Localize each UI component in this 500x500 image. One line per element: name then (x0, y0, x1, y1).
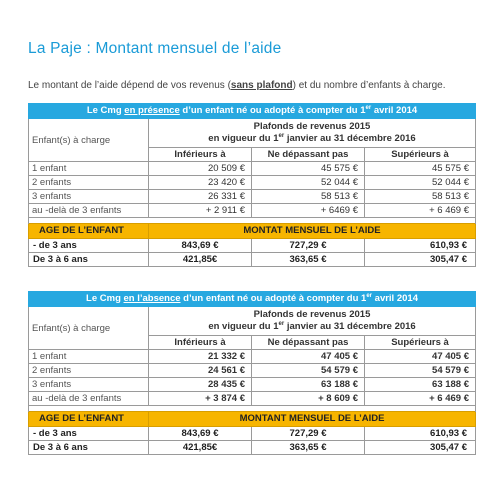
plafonds-sup: er (278, 132, 285, 139)
table-cell: 28 435 € (149, 378, 252, 392)
table-row (29, 253, 476, 267)
intro-text (28, 80, 445, 91)
table-cell: 45 575 € (252, 162, 365, 176)
table-cell: 727,29 € (252, 427, 365, 441)
table-row (29, 190, 476, 204)
table-cell: + 8 609 € (252, 392, 365, 406)
plafonds-line2 (151, 133, 473, 145)
table-band (29, 292, 476, 307)
band-suffix: d’un enfant né ou adopté à compter du 1 (180, 293, 367, 304)
table-cell: 843,69 € (149, 427, 252, 441)
intro-emphasis: sans plafond (230, 80, 293, 91)
table-cell: + 6 469 € (365, 204, 476, 218)
age-label: De 3 à 6 ans (29, 253, 149, 267)
table-cell: 54 579 € (252, 364, 365, 378)
table-row (29, 364, 476, 378)
table-row (29, 378, 476, 392)
row-label: 1 enfant (29, 350, 149, 364)
age-header-row (29, 412, 476, 427)
row-label: 2 enfants (29, 364, 149, 378)
table-cell: 727,29 € (252, 239, 365, 253)
row-header: Enfant(s) à charge (29, 307, 149, 350)
table-cell: 26 331 € (149, 190, 252, 204)
table-cell: 23 420 € (149, 176, 252, 190)
column-header: Inférieurs à (149, 148, 252, 162)
plafonds-line2 (151, 321, 473, 333)
table-cell: 363,65 € (252, 253, 365, 267)
intro-after: ) et du nombre d’enfants à charge. (292, 80, 446, 91)
column-header: Supérieurs à (365, 148, 476, 162)
montant-header: MONTANT MENSUEL DE L’AIDE (149, 412, 476, 427)
montant-header: MONTAT MENSUEL DE L’AIDE (149, 224, 476, 239)
band-prefix: Le Cmg (86, 105, 125, 116)
table-absence (28, 291, 475, 455)
table-row (29, 350, 476, 364)
band-end: avril 2014 (371, 105, 418, 116)
column-header: Inférieurs à (149, 336, 252, 350)
band-sup: er (366, 292, 373, 299)
table-cell: + 3 874 € (149, 392, 252, 406)
band-end: avril 2014 (372, 293, 418, 304)
age-label: De 3 à 6 ans (29, 441, 149, 455)
table-row (29, 176, 476, 190)
table-row (29, 204, 476, 218)
table-cell: 58 513 € (252, 190, 365, 204)
table-cell: 610,93 € (365, 239, 476, 253)
band-sup: er (365, 104, 372, 111)
intro-before: Le montant de l’aide dépend de vos revenus ( (28, 80, 231, 91)
table-cell: 47 405 € (252, 350, 365, 364)
band-emphasis: en présence (124, 105, 180, 116)
table-row (29, 427, 476, 441)
row-label: 3 enfants (29, 378, 149, 392)
age-header: AGE DE L’ENFANT (29, 224, 149, 239)
plafonds-sup: er (278, 320, 285, 327)
table-band (29, 104, 476, 119)
plafonds-header (149, 119, 476, 148)
table-presence (28, 103, 475, 267)
table-cell: 421,85€ (149, 253, 252, 267)
age-label: - de 3 ans (29, 427, 149, 441)
table-cell: + 6 469 € (365, 392, 476, 406)
table-row (29, 441, 476, 455)
table-row (29, 392, 476, 406)
table-row (29, 239, 476, 253)
table-cell: 63 188 € (365, 378, 476, 392)
band-suffix: d’un enfant né ou adopté à compter du 1 (179, 105, 366, 116)
band-prefix: Le Cmg (86, 293, 124, 304)
row-label: au -delà de 3 enfants (29, 392, 149, 406)
table-cell: 54 579 € (365, 364, 476, 378)
plafonds-header (149, 307, 476, 336)
table-cell: 52 044 € (365, 176, 476, 190)
row-label: au -delà de 3 enfants (29, 204, 149, 218)
table-cell: + 2 911 € (149, 204, 252, 218)
table-cell: 58 513 € (365, 190, 476, 204)
table-cell: 24 561 € (149, 364, 252, 378)
table-cell: 421,85€ (149, 441, 252, 455)
table-cell: 305,47 € (365, 441, 476, 455)
row-label: 2 enfants (29, 176, 149, 190)
table-cell: 363,65 € (252, 441, 365, 455)
row-label: 1 enfant (29, 162, 149, 176)
plafonds-line2-a: en vigueur du 1 (208, 321, 279, 332)
table-cell: 47 405 € (365, 350, 476, 364)
column-header: Ne dépassant pas (252, 336, 365, 350)
table-cell: + 6469 € (252, 204, 365, 218)
band-emphasis: en l’absence (123, 293, 181, 304)
table-cell: 21 332 € (149, 350, 252, 364)
table-cell: 843,69 € (149, 239, 252, 253)
plafonds-line2-b: janvier au 31 décembre 2016 (284, 133, 416, 144)
plafonds-line2-a: en vigueur du 1 (208, 133, 279, 144)
table-cell: 610,93 € (365, 427, 476, 441)
column-header: Ne dépassant pas (252, 148, 365, 162)
age-header: AGE DE L’ENFANT (29, 412, 149, 427)
age-header-row (29, 224, 476, 239)
plafonds-line1: Plafonds de revenus 2015 (253, 121, 371, 132)
row-header: Enfant(s) à charge (29, 119, 149, 162)
age-label: - de 3 ans (29, 239, 149, 253)
table-cell: 305,47 € (365, 253, 476, 267)
table-cell: 45 575 € (365, 162, 476, 176)
table-cell: 63 188 € (252, 378, 365, 392)
table-cell: 52 044 € (252, 176, 365, 190)
page-title: La Paje : Montant mensuel de l’aide (28, 40, 282, 57)
column-header: Supérieurs à (365, 336, 476, 350)
row-label: 3 enfants (29, 190, 149, 204)
table-cell: 20 509 € (149, 162, 252, 176)
plafonds-line2-b: janvier au 31 décembre 2016 (284, 321, 416, 332)
plafonds-line1: Plafonds de revenus 2015 (253, 309, 371, 320)
table-row (29, 162, 476, 176)
